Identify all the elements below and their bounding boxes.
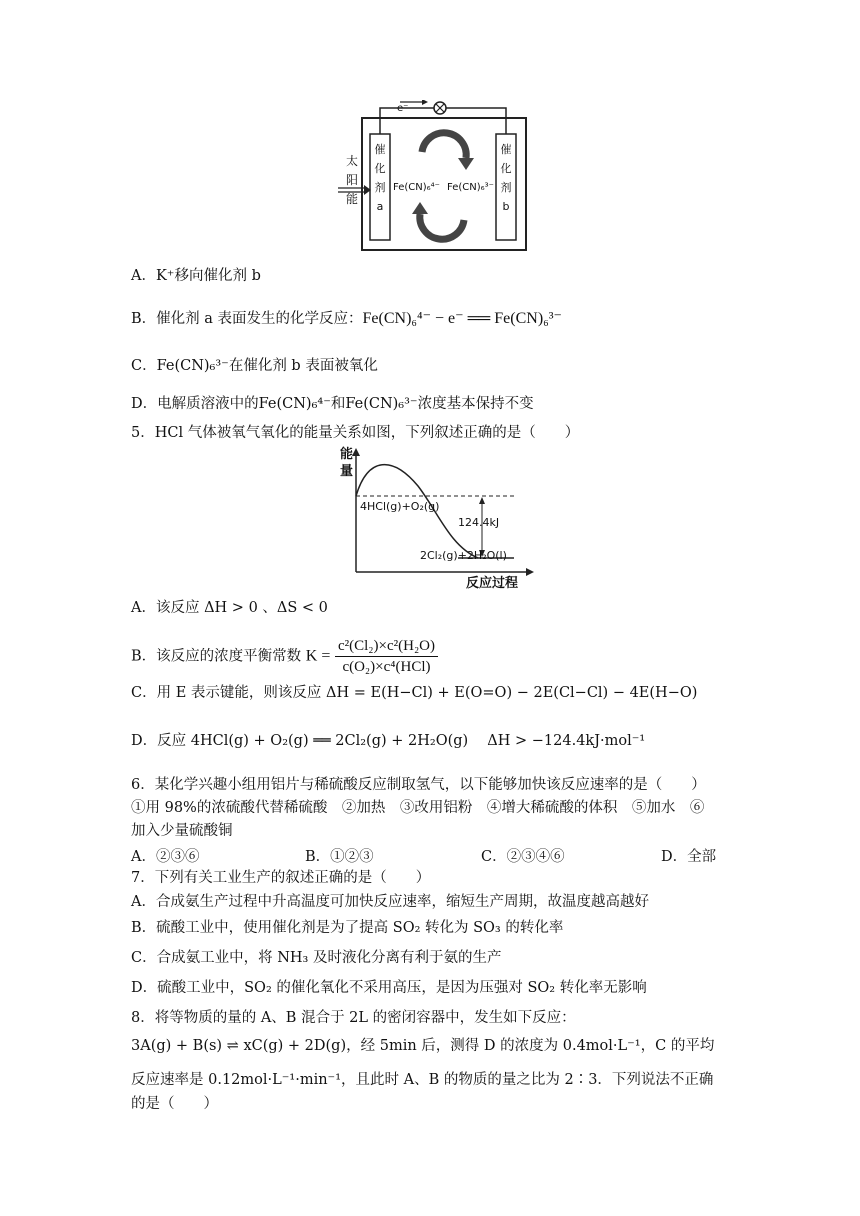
energy-x-label: 反应过程	[466, 576, 519, 591]
q5-option-b	[131, 636, 438, 677]
ion-3-label: Fe(CN)₆³⁻	[447, 182, 494, 193]
q8-question-end: 的是（ ）	[131, 1096, 218, 1112]
energy-y-label: 能 量	[340, 447, 354, 479]
fraction-numerator: c²(Cl₂)×c²(H₂O)	[335, 636, 438, 657]
q8-equation-line: 3A(g) + B(s) ⇌ xC(g) + 2D(g)，经 5min 后，测得 D 的浓度为 0.4mol·L⁻¹，C 的平均	[131, 1038, 715, 1054]
q5-option-d: D．反应 4HCl(g) + O₂(g) ══ 2Cl₂(g) + 2H₂O(g) ΔH > −124.4kJ·mol⁻¹	[131, 733, 646, 749]
q6-conditions: ①用 98%的浓硫酸代替稀硫酸 ②加热 ③改用铝粉 ④增大稀硫酸的体积 ⑤加水 ⑥	[131, 800, 705, 816]
q7-option-b: B．硫酸工业中，使用催化剂是为了提高 SO₂ 转化为 SO₃ 的转化率	[131, 920, 564, 936]
q4-option-c: C．Fe(CN)₆³⁻在催化剂 b 表面被氧化	[131, 358, 378, 374]
q8-stem: 8．将等物质的量的 A、B 混合于 2L 的密闭容器中，发生如下反应：	[131, 1010, 576, 1026]
products-label: 2Cl₂(g)+2H₂O(l)	[420, 549, 507, 562]
q6-option-d: D．全部	[661, 849, 717, 865]
q7-stem: 7．下列有关工业生产的叙述正确的是（ ）	[131, 870, 431, 886]
catalyst-b-label: 催 化 剂 b	[500, 143, 512, 213]
q7-option-d: D．硫酸工业中，SO₂ 的催化氧化不采用高压，是因为压强对 SO₂ 转化率无影响	[131, 980, 647, 996]
q5-stem: 5．HCl 气体被氧气氧化的能量关系如图，下列叙述正确的是（ ）	[131, 425, 580, 441]
q4-option-b-equation: Fe(CN)₆⁴⁻ − e⁻ ══ Fe(CN)₆³⁻	[362, 310, 562, 327]
energy-diagram	[338, 446, 538, 588]
q5-option-a: A．该反应 ΔH > 0 、ΔS < 0	[131, 600, 328, 616]
q4-option-b-prefix: B．催化剂 a 表面发生的化学反应：	[131, 311, 363, 327]
q5-option-c: C．用 E 表示键能，则该反应 ΔH = E(H−Cl) + E(O=O) − 2E(Cl−Cl) − 4E(H−O)	[131, 685, 698, 701]
q6-option-b: B．①②③	[305, 849, 374, 865]
catalyst-a-label: 催 化 剂 a	[374, 143, 386, 213]
cycle-arrow-bottom	[420, 214, 464, 239]
q4-option-d: D．电解质溶液中的Fe(CN)₆⁴⁻和Fe(CN)₆³⁻浓度基本保持不变	[131, 396, 534, 412]
q7-option-a: A．合成氨生产过程中升高温度可加快反应速率，缩短生产周期，故温度越高越好	[131, 894, 649, 910]
reactants-label: 4HCl(g)+O₂(g)	[360, 500, 440, 513]
q6-option-c: C．②③④⑥	[481, 849, 565, 865]
fraction-denominator: c(O₂)×c⁴(HCl)	[342, 659, 431, 675]
ion-4-label: Fe(CN)₆⁴⁻	[393, 182, 440, 193]
q5-option-b-lhs: K =	[305, 647, 331, 665]
q5-option-b-prefix: B．该反应的浓度平衡常数	[131, 648, 302, 665]
electron-label: e⁻	[397, 103, 409, 114]
q6-option-a: A．②③⑥	[131, 849, 200, 865]
q4-option-a: A．K⁺移向催化剂 b	[131, 268, 261, 284]
q5-option-b-fraction	[335, 636, 438, 677]
solar-energy-label: 太 阳 能	[346, 154, 359, 206]
q6-stem: 6．某化学兴趣小组用铝片与稀硫酸反应制取氢气，以下能够加快该反应速率的是（ ）	[131, 777, 706, 793]
delta-value-label: 124.4kJ	[458, 516, 500, 529]
q7-option-c: C．合成氨工业中，将 NH₃ 及时液化分离有利于氨的生产	[131, 950, 502, 966]
q4-option-b	[131, 309, 562, 329]
q8-rate-line: 反应速率是 0.12mol·L⁻¹·min⁻¹，且此时 A、B 的物质的量之比为 2∶3．下列说法不正确	[131, 1072, 714, 1088]
q6-conditions-cont: 加入少量硫酸铜	[131, 823, 233, 839]
cycle-arrow-top	[422, 133, 466, 158]
q6-options	[131, 845, 731, 866]
